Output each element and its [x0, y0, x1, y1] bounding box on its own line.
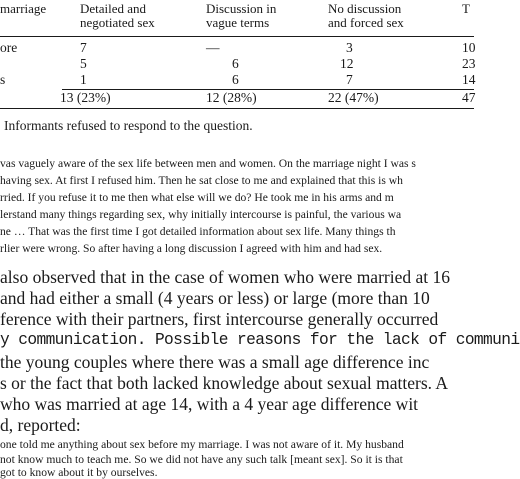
cell: 10: [462, 40, 476, 55]
quote-line: rlier were wrong. So after having a long discussion I agreed with him and had sex.: [0, 242, 383, 255]
table-rule-bottom: [0, 108, 474, 109]
table-footnote: Informants refused to respond to the question.: [4, 118, 253, 133]
paragraph-line: ference with their partners, first intercourse generally occurred: [0, 309, 439, 329]
cell: 3: [346, 40, 353, 55]
quote-line: vas vaguely aware of the sex life between men and women. On the marriage night I was s: [0, 157, 416, 170]
header-total: T: [462, 1, 470, 16]
header-marriage: marriage: [0, 1, 47, 16]
total-rule: [62, 89, 474, 90]
cell: 6: [232, 72, 239, 87]
cell: 23: [462, 56, 476, 71]
cell: 7: [80, 40, 87, 55]
header-nodiscussion-line2: and forced sex: [328, 15, 404, 30]
header-detailed-line2: negotiated sex: [80, 15, 155, 30]
quote-line: ne … That was the first time I got detailed information about sex life. Many things th: [0, 225, 396, 238]
cell: 7: [346, 72, 353, 87]
quote-line: not know much to teach me. So we did not have any such talk [meant sex]. So it is that: [0, 453, 403, 466]
header-detailed-line1: Detailed and: [80, 1, 147, 16]
header-discussion-line1: Discussion in: [206, 1, 277, 16]
quote-line: one told me anything about sex before my marriage. I was not aware of it. My husband: [0, 438, 404, 451]
table-rule-top: [0, 36, 474, 37]
quote-line: got to know about it by ourselves.: [0, 466, 158, 479]
paragraph-line: who was married at age 14, with a 4 year age difference wit: [0, 394, 419, 414]
cell: 12 (28%): [206, 90, 257, 105]
cell: 14: [462, 72, 476, 87]
quote-line: lerstand many things regarding sex, why initially intercourse is painful, the various wa: [0, 208, 402, 221]
paragraph-line: d, reported:: [0, 415, 81, 435]
cell: 1: [80, 72, 87, 87]
paragraph-line: the young couples where there was a small age difference inc: [0, 352, 430, 372]
quote-line: rried. If you refuse it to me then what else will we do? He took me in his arms and m: [0, 191, 394, 204]
cell: 5: [80, 56, 87, 71]
cell: —: [206, 40, 220, 55]
paragraph-line: y communication. Possible reasons for the lack of communi: [0, 331, 520, 349]
paragraph-line: and had either a small (4 years or less) or large (more than 10: [0, 288, 430, 308]
cell: 12: [340, 56, 354, 71]
header-nodiscussion-line1: No discussion: [328, 1, 402, 16]
row-label: s: [0, 72, 6, 87]
cell: 6: [232, 56, 239, 71]
row-label: ore: [0, 40, 18, 55]
cell: 13 (23%): [60, 90, 111, 105]
paragraph-line: also observed that in the case of women who were married at 16: [0, 267, 450, 287]
cell: 47: [462, 90, 476, 105]
cell: 22 (47%): [328, 90, 379, 105]
quote-line: having sex. At first I refused him. Then he sat close to me and explained that this is wh: [0, 174, 403, 187]
paragraph-line: s or the fact that both lacked knowledge about sexual matters. A: [0, 373, 449, 393]
header-discussion-line2: vague terms: [206, 15, 270, 30]
